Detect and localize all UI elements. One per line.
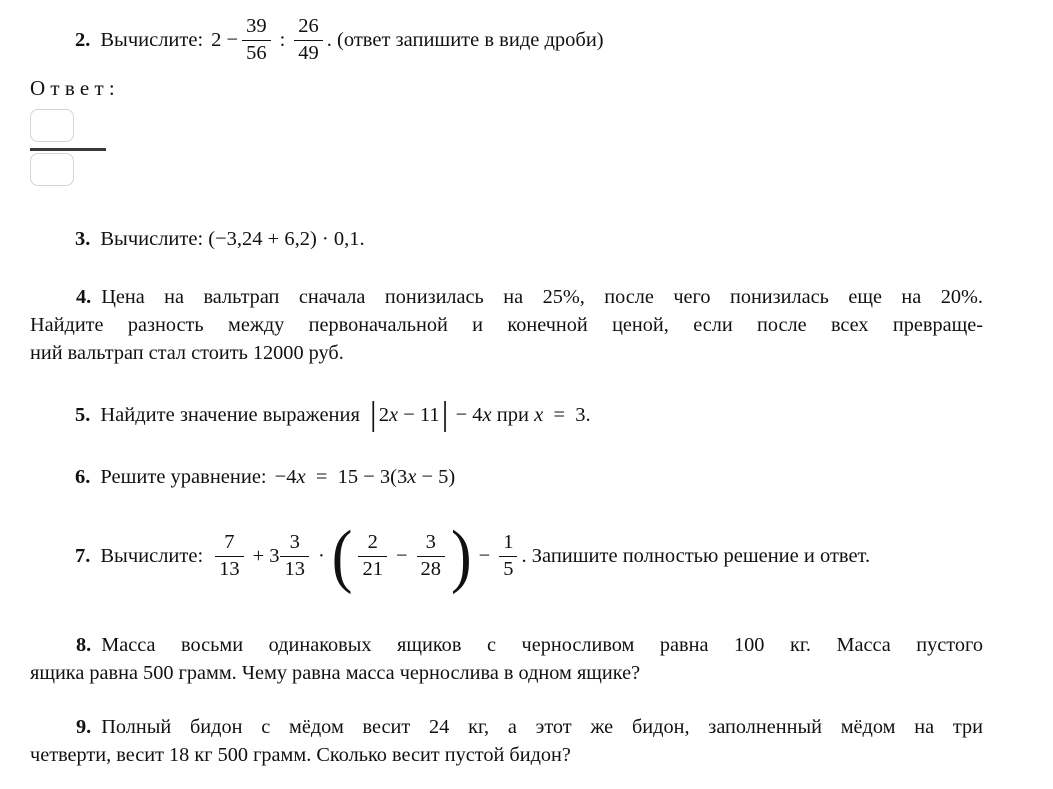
problem-6: [75, 462, 455, 492]
math-term: − 11: [398, 403, 440, 426]
fraction-line: [30, 148, 106, 151]
problem-8-number: 8.: [76, 634, 92, 656]
variable-x: x: [482, 403, 492, 426]
answer-label: Ответ:: [30, 76, 120, 100]
problem-6-number: 6.: [75, 465, 91, 488]
variable-x: x: [296, 465, 306, 488]
fraction-3-28: [417, 530, 446, 582]
math-term: = 3.: [543, 403, 591, 426]
problem-2-number: 2.: [75, 28, 91, 51]
fraction-39-56: [242, 14, 271, 66]
problem-8-line-2: ящика равна 500 грамм. Чему равна масса чернослива в одном ящике?: [30, 662, 641, 684]
problem-8: [30, 631, 983, 687]
problem-7-number: 7.: [75, 544, 91, 567]
problem-5-label: Найдите значение выражения: [100, 403, 360, 426]
fraction-numerator: 3: [425, 530, 436, 553]
fraction-2-21: [358, 530, 387, 582]
fraction-numerator: 3: [289, 530, 300, 553]
problem-2-note: . (ответ запишите в виде дроби): [326, 28, 604, 51]
problem-3: [75, 224, 365, 254]
problem-9: [30, 713, 983, 769]
minus-operator: −: [478, 544, 491, 567]
problem-8-line-1: [30, 631, 983, 659]
problem-9-number: 9.: [76, 716, 92, 738]
fraction-denominator: 13: [280, 556, 309, 583]
fraction-denominator: 13: [215, 556, 244, 583]
answer-numerator-input[interactable]: [30, 109, 74, 142]
close-paren: ): [451, 516, 472, 596]
fraction-1-5: [499, 530, 517, 582]
fraction-denominator: 49: [294, 40, 323, 67]
fraction-numerator: 39: [246, 14, 267, 37]
fraction-denominator: 5: [499, 556, 517, 583]
problem-7: [75, 514, 870, 598]
division-colon: :: [279, 28, 286, 51]
math-term: 2: [378, 403, 389, 426]
fraction-26-49: [294, 14, 323, 66]
problem-9-line-2: четверти, весит 18 кг 500 грамм. Сколько весит пустой бидон?: [30, 744, 571, 766]
problem-7-label: Вычислите:: [100, 544, 204, 567]
fraction-denominator: 56: [242, 40, 271, 67]
problem-7-tail: . Запишите полностью решение и ответ.: [521, 544, 871, 567]
mixed-number-whole: 3: [269, 544, 280, 567]
math-term: −4: [274, 465, 297, 488]
problem-5: [75, 396, 591, 434]
fraction-denominator: 28: [417, 556, 446, 583]
problem-4-line-1: [30, 283, 983, 311]
fraction-numerator: 2: [367, 530, 378, 553]
problem-4-line-3: ний вальтрап стал стоить 12000 руб.: [30, 342, 344, 364]
problem-9-line-1: [30, 713, 983, 741]
problem-4-line-2: Найдите разность между первоначальной и конечной ценой, если после всех превраще-: [30, 314, 983, 336]
variable-x: x: [534, 403, 544, 426]
problem-4-number: 4.: [76, 286, 92, 308]
problem-2-lead: 2 −: [211, 28, 239, 51]
abs-bar-close: |: [441, 396, 449, 433]
plus-operator: +: [252, 544, 265, 567]
problem-3-text: Вычислите: (−3,24 + 6,2) · 0,1.: [100, 227, 365, 250]
fraction-numerator: 1: [503, 530, 514, 553]
fraction-3-13: [280, 530, 309, 582]
problem-2: [75, 8, 604, 72]
problem-5-number: 5.: [75, 403, 91, 426]
math-term: при: [491, 403, 535, 426]
math-term: − 4: [450, 403, 483, 426]
answer-denominator-input[interactable]: [30, 153, 74, 186]
problem-4: [30, 283, 983, 367]
fraction-numerator: 7: [224, 530, 235, 553]
problem-9-text: Полный бидон с мёдом весит 24 кг, а этот же бидон, заполненный мёдом на три: [101, 716, 983, 738]
math-term: = 15 − 3(3: [305, 465, 408, 488]
open-paren: (: [331, 516, 353, 596]
abs-bar-open: |: [369, 396, 377, 433]
multiply-dot: ·: [317, 544, 325, 567]
problem-3-number: 3.: [75, 227, 91, 250]
problem-8-text: Масса восьми одинаковых ящиков с черносливом равна 100 кг. Масса пустого: [101, 634, 983, 656]
problem-2-label: Вычислите:: [100, 28, 204, 51]
minus-operator: −: [395, 544, 408, 567]
problem-4-text: Цена на вальтрап сначала понизилась на 25%, после чего понизилась еще на 20%.: [101, 286, 983, 308]
variable-x: x: [388, 403, 399, 426]
fraction-denominator: 21: [358, 556, 387, 583]
fraction-numerator: 26: [298, 14, 319, 37]
variable-x: x: [407, 465, 417, 488]
problem-6-label: Решите уравнение:: [100, 465, 267, 488]
math-term: − 5): [416, 465, 456, 488]
fraction-7-13: [215, 530, 244, 582]
